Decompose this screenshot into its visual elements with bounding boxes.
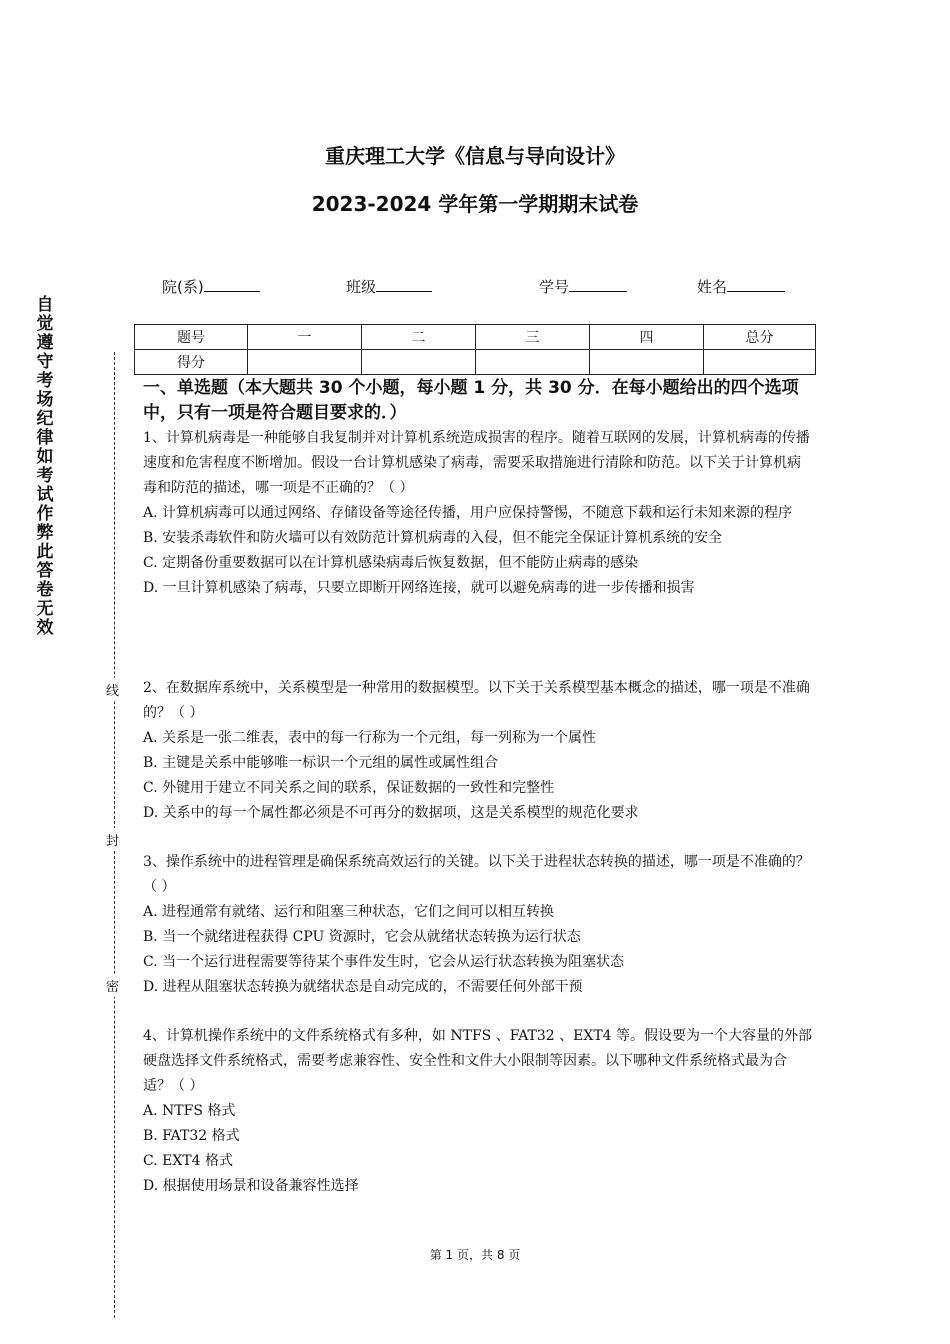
option-a[interactable]: A. 计算机病毒可以通过网络、存储设备等途径传播，用户应保持警惕，不随意下载和运行未知来源的程序 <box>143 505 793 521</box>
option-d[interactable]: D. 进程从阻塞状态转换为就绪状态是自动完成的，不需要任何外部干预 <box>143 979 583 995</box>
score-table-score-row <box>135 350 816 375</box>
question-stem: 2、在数据库系统中，关系模型是一种常用的数据模型。以下关于关系模型基本概念的描述，哪一项是不准确的？（ ） <box>143 680 810 721</box>
option-b[interactable]: B. 主键是关系中能够唯一标识一个元组的属性或属性组合 <box>143 755 499 771</box>
question-1 <box>143 426 813 601</box>
score-input-cell[interactable] <box>704 350 816 375</box>
department-blank[interactable] <box>204 277 260 292</box>
option-a[interactable]: A. NTFS 格式 <box>143 1103 236 1119</box>
option-d[interactable]: D. 一旦计算机感染了病毒，只要立即断开网络连接，就可以避免病毒的进一步传播和损害 <box>143 580 695 596</box>
score-table-header-row <box>135 325 816 350</box>
option-c[interactable]: C. 定期备份重要数据可以在计算机感染病毒后恢复数据，但不能防止病毒的感染 <box>143 555 639 571</box>
option-c[interactable]: C. 外键用于建立不同关系之间的联系，保证数据的一致性和完整性 <box>143 780 555 796</box>
score-cell: 二 <box>362 325 476 350</box>
notice-char: 遵 <box>36 333 54 353</box>
option-a[interactable]: A. 关系是一张二维表，表中的每一行称为一个元组，每一列称为一个属性 <box>143 730 597 746</box>
class-field <box>346 276 432 297</box>
exam-subtitle: 2023-2024 学年第一学期期末试卷 <box>311 192 639 216</box>
notice-char: 试 <box>36 485 54 505</box>
name-field <box>697 276 785 297</box>
notice-char: 作 <box>36 504 54 524</box>
option-d[interactable]: D. 根据使用场景和设备兼容性选择 <box>143 1178 359 1194</box>
notice-char: 无 <box>36 599 54 619</box>
question-stem: 3、操作系统中的进程管理是确保系统高效运行的关键。以下关于进程状态转换的描述，哪一项是不准确的？（ ） <box>143 854 810 895</box>
notice-char: 场 <box>36 390 54 410</box>
question-3 <box>143 850 813 1000</box>
notice-char: 如 <box>36 447 54 467</box>
score-table <box>134 324 816 375</box>
score-input-cell[interactable] <box>248 350 362 375</box>
option-d[interactable]: D. 关系中的每一个属性都必须是不可再分的数据项，这是关系模型的规范化要求 <box>143 805 639 821</box>
notice-char: 此 <box>36 542 54 562</box>
name-blank[interactable] <box>727 277 785 292</box>
student-id-field <box>539 276 627 297</box>
score-input-cell[interactable] <box>362 350 476 375</box>
student-id-blank[interactable] <box>569 277 627 292</box>
section-heading: 一、单选题（本大题共 30 个小题，每小题 1 分，共 30 分．在每小题给出的四个选项中，只有一项是符合题目要求的．） <box>143 378 799 423</box>
notice-char: 考 <box>36 466 54 486</box>
class-label: 班级 <box>346 278 377 296</box>
student-id-label: 学号 <box>539 278 570 296</box>
question-stem: 1、计算机病毒是一种能够自我复制并对计算机系统造成损害的程序。随着互联网的发展，计算机病毒的传播速度和危害程度不断增加。假设一台计算机感染了病毒，需要采取措施进行清除和防范。以下关于计算机病毒和防范的描述，哪一项是不正确的？（ ） <box>143 430 810 496</box>
notice-char: 考 <box>36 371 54 391</box>
exam-discipline-notice <box>33 296 57 638</box>
score-row-label: 得分 <box>135 350 248 375</box>
exam-title: 重庆理工大学《信息与导向设计》 <box>325 144 625 168</box>
score-cell: 一 <box>248 325 362 350</box>
score-input-cell[interactable] <box>590 350 704 375</box>
question-stem: 4、计算机操作系统中的文件系统格式有多种，如 NTFS 、FAT32 、EXT4 等。假设要为一个大容量的外部硬盘选择文件系统格式，需要考虑兼容性、安全性和文件大小限制等因素。以下哪种文件系统格式最为合适？（ ） <box>143 1028 813 1094</box>
notice-char: 答 <box>36 561 54 581</box>
score-input-cell[interactable] <box>476 350 590 375</box>
cut-label-secret: 密 <box>106 974 119 997</box>
department-label: 院(系) <box>162 278 204 296</box>
cut-label-seal: 封 <box>106 828 119 851</box>
notice-char: 觉 <box>36 314 54 334</box>
notice-char: 纪 <box>36 409 54 429</box>
option-b[interactable]: B. FAT32 格式 <box>143 1128 240 1144</box>
score-cell: 题号 <box>135 325 248 350</box>
notice-char: 守 <box>36 352 54 372</box>
option-c[interactable]: C. EXT4 格式 <box>143 1153 233 1169</box>
question-2 <box>143 676 813 826</box>
notice-char: 律 <box>36 428 54 448</box>
name-label: 姓名 <box>697 278 728 296</box>
notice-char: 效 <box>36 618 54 638</box>
notice-char: 卷 <box>36 580 54 600</box>
score-cell: 四 <box>590 325 704 350</box>
option-b[interactable]: B. 当一个就绪进程获得 CPU 资源时，它会从就绪状态转换为运行状态 <box>143 929 581 945</box>
page-number: 第 1 页，共 8 页 <box>429 1248 521 1262</box>
question-4 <box>143 1024 813 1199</box>
option-b[interactable]: B. 安装杀毒软件和防火墙可以有效防范计算机病毒的入侵，但不能完全保证计算机系统的安全 <box>143 530 723 546</box>
notice-char: 自 <box>36 295 54 315</box>
class-blank[interactable] <box>376 277 432 292</box>
option-c[interactable]: C. 当一个运行进程需要等待某个事件发生时，它会从运行状态转换为阻塞状态 <box>143 954 625 970</box>
score-cell: 三 <box>476 325 590 350</box>
score-cell: 总分 <box>704 325 816 350</box>
department-field <box>162 276 260 297</box>
notice-char: 弊 <box>36 523 54 543</box>
cut-label-line: 线 <box>106 678 119 701</box>
option-a[interactable]: A. 进程通常有就绪、运行和阻塞三种状态，它们之间可以相互转换 <box>143 904 555 920</box>
